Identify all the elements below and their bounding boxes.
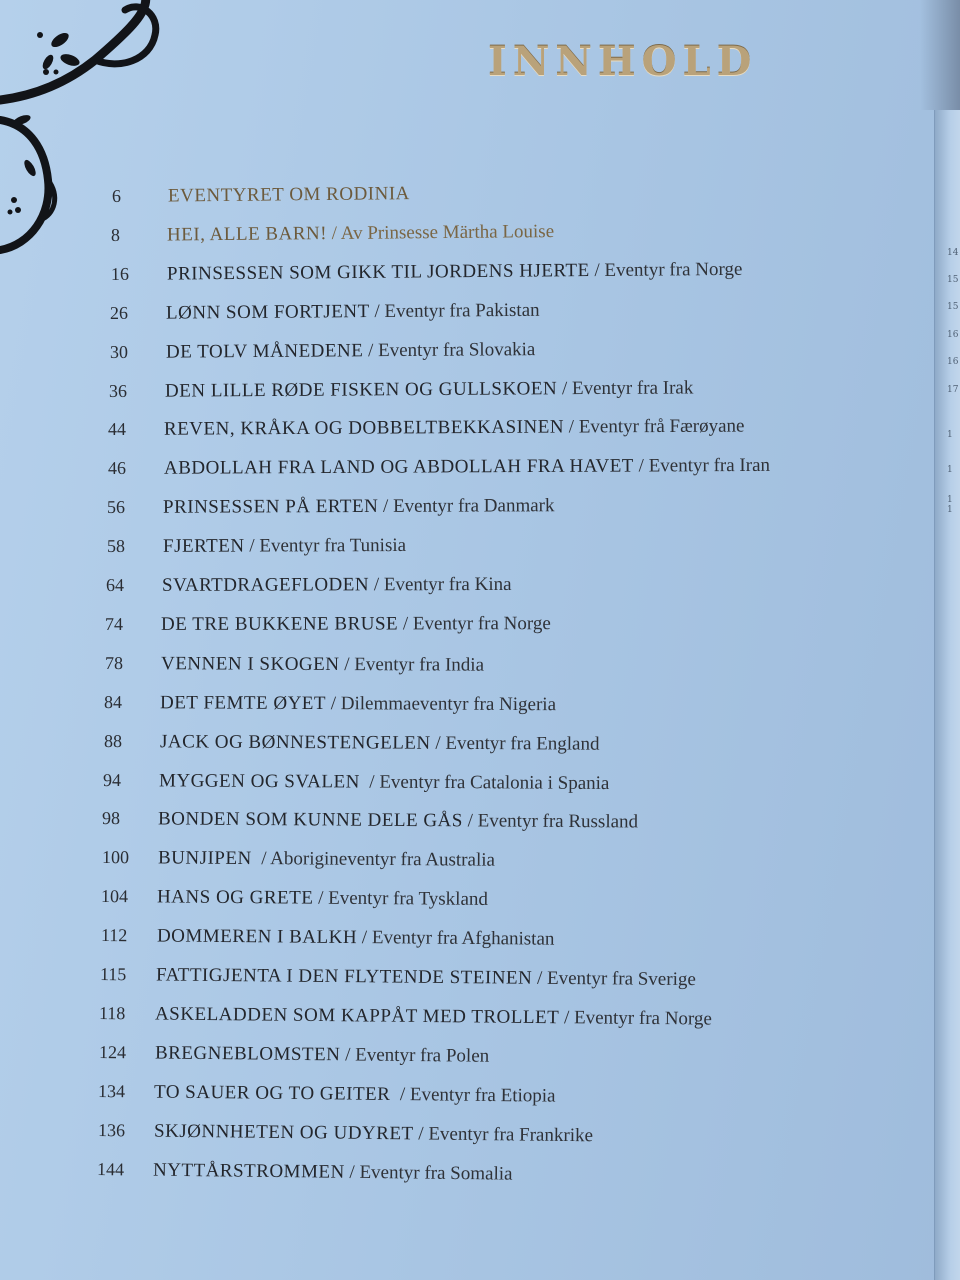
toc-story-title: LØNN SOM FORTJENT (165, 300, 370, 324)
toc-story-title: ABDOLLAH FRA LAND OG ABDOLLAH FRA HAVET (163, 455, 634, 480)
toc-page-number: 26 (109, 302, 129, 323)
toc-story-title: HANS OG GRETE (156, 886, 314, 909)
toc-story-origin: / Eventyr fra England (430, 732, 600, 755)
toc-story-origin: / Eventyr fra Somalia (344, 1161, 513, 1185)
toc-story-origin: / Dilemmaeventyr fra Nigeria (325, 692, 557, 715)
toc-page-number: 74 (104, 613, 124, 634)
toc-entry (105, 613, 551, 636)
toc-entry (108, 416, 745, 441)
toc-page-number: 44 (107, 419, 127, 440)
toc-page-number: 64 (105, 574, 125, 595)
toc-page-number: 98 (101, 808, 121, 829)
toc-entry (99, 1042, 489, 1068)
toc-page-number: 16 (110, 263, 130, 284)
toc-entry (108, 455, 770, 480)
toc-story-origin: / Eventyr fra Kina (369, 573, 512, 596)
toc-story-title: JACK OG BØNNESTENGELEN (159, 730, 431, 754)
toc-entry (98, 1081, 556, 1108)
toc-entry (104, 731, 600, 756)
toc-story-origin: / Eventyr fra Russland (462, 810, 639, 833)
toc-story-origin: / Eventyr fra Pakistan (369, 299, 540, 322)
toc-story-title: ASKELADDEN SOM KAPPÅT MED TROLLET (154, 1003, 560, 1029)
toc-story-title: DE TRE BUKKENE BRUSE (160, 613, 399, 635)
page-shadow (920, 0, 960, 110)
toc-story-origin: / Eventyr fra India (339, 653, 485, 676)
toc-page-number: 8 (110, 224, 121, 245)
toc-entry (110, 299, 540, 324)
toc-story-origin: / Eventyr fra Danmark (378, 495, 555, 518)
toc-story-origin: / Eventyr fra Catalonia i Spania (359, 771, 610, 794)
facing-page-number: 14 (947, 248, 959, 258)
toc-story-title: FATTIGJENTA I DEN FLYTENDE STEINEN (155, 964, 533, 989)
toc-page-number: 6 (111, 185, 122, 206)
toc-entry (101, 886, 488, 911)
toc-page-number: 136 (97, 1119, 126, 1140)
toc-page-number: 94 (102, 769, 122, 790)
toc-story-origin: / Eventyr fra Tunisia (244, 535, 407, 557)
facing-page-number: 1 (947, 505, 953, 515)
toc-story-title: BUNJIPEN (157, 847, 252, 870)
toc-story-title: MYGGEN OG SVALEN (158, 769, 360, 793)
toc-entry (112, 183, 410, 208)
toc-story-origin: / Eventyr fra Iran (633, 455, 771, 477)
toc-story-origin: / Eventyr frå Færøyane (563, 415, 745, 438)
toc-entry (111, 259, 743, 286)
toc-entry (110, 339, 535, 364)
toc-page-number: 56 (106, 497, 126, 518)
toc-story-origin: / Eventyr fra Afghanistan (357, 927, 555, 950)
toc-entry (101, 925, 555, 951)
toc-story-title: BONDEN SOM KUNNE DELE GÅS (157, 808, 463, 832)
toc-story-title: PRINSESSEN PÅ ERTEN (162, 496, 379, 518)
page-title: INNHOLD (488, 38, 758, 85)
toc-page-number: 46 (107, 458, 127, 479)
toc-entry (106, 574, 512, 597)
toc-story-title: DET FEMTE ØYET (159, 691, 327, 714)
toc-story-origin: / Eventyr fra Slovakia (363, 338, 536, 361)
toc-page-number: 78 (104, 652, 124, 673)
toc-story-title: DE TOLV MÅNEDENE (165, 339, 364, 363)
facing-page-number: 15 (947, 275, 959, 285)
toc-story-title: REVEN, KRÅKA OG DOBBELTBEKKASINEN (163, 416, 565, 441)
toc-story-origin: / Eventyr fra Norge (589, 258, 743, 281)
facing-page-number: 1 (947, 430, 953, 440)
toc-story-title: HEI, ALLE BARN! (166, 222, 328, 246)
toc-page-number: 134 (97, 1080, 126, 1101)
toc-page-number: 115 (99, 964, 127, 985)
toc-story-title: NYTTÅRSTROMMEN (152, 1159, 345, 1183)
toc-entry (104, 692, 556, 716)
toc-entry (109, 377, 693, 403)
toc-entry (111, 221, 554, 247)
toc-story-title: EVENTYRET OM RODINIA (167, 183, 410, 207)
toc-story-origin: / Eventyr fra Sverige (532, 967, 696, 991)
toc-entry (102, 808, 638, 833)
toc-story-title: FJERTEN (162, 535, 245, 557)
facing-page-number: 1 (947, 465, 953, 475)
toc-page-number: 112 (100, 925, 128, 946)
toc-entry (103, 770, 610, 795)
toc-entry (107, 535, 406, 558)
facing-page-number: 1 (947, 495, 953, 505)
toc-story-title: BREGNEBLOMSTEN (154, 1042, 341, 1066)
toc-page-number: 104 (100, 886, 129, 907)
toc-story-origin: / Eventyr fra Frankrike (413, 1122, 594, 1146)
toc-story-title: SKJØNNHETEN OG UDYRET (153, 1120, 414, 1144)
toc-page-number: 118 (98, 1002, 126, 1024)
toc-page-number: 100 (101, 847, 130, 868)
toc-entry (107, 495, 555, 519)
toc-entry (100, 964, 696, 991)
toc-page-number: 58 (106, 536, 126, 557)
toc-story-title: TO SAUER OG TO GEITER (153, 1081, 391, 1105)
toc-story-origin: / Eventyr fra Tyskland (313, 887, 489, 911)
toc-page-number: 144 (96, 1158, 125, 1179)
toc-story-origin: / Av Prinsesse Märtha Louise (326, 220, 555, 244)
toc-entry (102, 847, 495, 872)
toc-entry (99, 1003, 712, 1031)
toc-story-origin: / Eventyr fra Polen (340, 1044, 490, 1067)
toc-story-origin: / Eventyr fra Norge (398, 613, 551, 635)
toc-story-title: DOMMEREN I BALKH (156, 925, 358, 949)
toc-story-title: VENNEN I SKOGEN (160, 653, 340, 675)
facing-page-number: 17 (947, 385, 959, 395)
facing-page-number: 16 (947, 330, 959, 340)
toc-entry (97, 1159, 513, 1186)
toc-story-title: DEN LILLE RØDE FISKEN OG GULLSKOEN (164, 377, 558, 402)
toc-entry (105, 653, 484, 677)
facing-page-edge (934, 110, 960, 1280)
toc-story-title: SVARTDRAGEFLODEN (161, 574, 370, 596)
toc-entry (98, 1120, 593, 1147)
facing-page-number: 15 (947, 302, 959, 312)
toc-page-number: 88 (103, 730, 123, 751)
toc-story-origin: / Eventyr fra Irak (557, 376, 694, 399)
toc-story-origin: / Eventyr fra Etiopia (390, 1083, 556, 1107)
toc-story-title: PRINSESSEN SOM GIKK TIL JORDENS HJERTE (166, 259, 590, 285)
toc-story-origin: / Eventyr fra Norge (559, 1007, 712, 1030)
toc-story-origin: / Aborigineventyr fra Australia (251, 848, 496, 872)
facing-page-number: 16 (947, 357, 959, 367)
toc-page-number: 84 (103, 691, 123, 712)
toc-page-number: 124 (98, 1041, 127, 1063)
toc-page-number: 30 (109, 341, 129, 362)
toc-page-number: 36 (108, 380, 128, 401)
